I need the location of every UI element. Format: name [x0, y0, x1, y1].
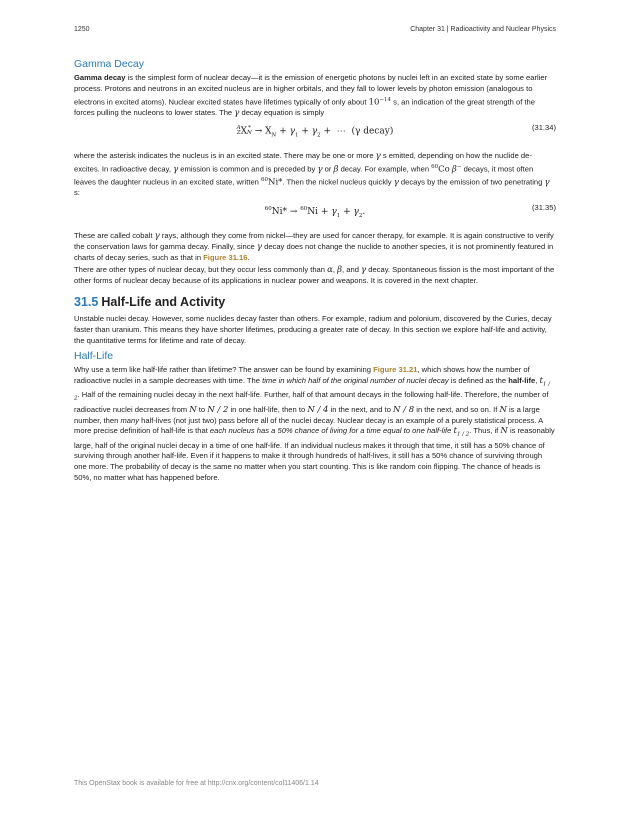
- half-life-paragraph: Why use a term like half-life rather than lifetime? The answer can be found by examining Figure 31.21, which shows how the number of radioactive nuclei in a sample decreases with time. The time in which half of the original number of nuclei decay is defined as the half-life, $t_{1 / 2}$. Half of the remaining nuclei decay in the next half-life. Further, half of that amount decays in the following half-life. Therefore, the number of radioactive nuclei decreases from N to N / 2 in one half-life, then to N / 4 in the next, and to N / 8 in the next, and so on. If N is a large number, then many half-lives (not just two) pass before all of the nuclei decay. Nuclear decay is an example of a purely statistical process. A more precise definition of half-life is that each nucleus has a 50% chance of living for a time equal to one half-life $t_{1 / 2}$. Thus, if N is reasonably large, half of the original nuclei decay in a time of one half-life. If an individual nucleus makes it through that time, it still has a 50% chance of surviving through another half-life. Even if it happens to make it through hundreds of half-lives, it still has a 50% chance of surviving through one more. The probability of decay is the same no matter when you start counting. This is like random coin flipping. The chance of heads is 50%, no matter what has happened before.: [74, 365, 555, 483]
- section-intro: Unstable nuclei decay. However, some nuclides decay faster than others. For example, radium and polonium, discovered by the Curies, decay faster than uranium. This means they have shorter lifetimes, producing a greater rate of decay. In this section we explore half-life and activity, the quantitative terms for lifetime and rate of decay.: [74, 313, 552, 345]
- equation-number: (31.35): [531, 202, 556, 212]
- equation-31-34-body: A ZX* $N \to X_N + \gamma_1 + \gamma_2$ + ⋯ (γ decay): [236, 124, 394, 139]
- page-content: [74, 58, 556, 486]
- page-number: 1250: [74, 26, 90, 33]
- chapter-header: Chapter 31 | Radioactivity and Nuclear Physics: [410, 26, 556, 33]
- half-life-heading: Half-Life: [74, 350, 114, 363]
- section-heading: 31.5 Half-Life and Activity: [74, 294, 226, 309]
- gamma-paragraph-2: where the asterisk indicates the nucleus is in an excited state. There may be one or more γ s emitted, depending on how the nuclide de-excites. In radioactive decay, γ emission is common and is preceded by γ or β decay. For example, when $^{60}$Co β− decays, it most often leaves the daughter nucleus in an excited state, written $^{60}$Ni*. Then the nickel nucleus quickly γ decays by the emission of two penetrating γ s:: [74, 150, 550, 198]
- figure-31-16-link[interactable]: Figure 31.16: [203, 252, 248, 262]
- figure-31-21-link[interactable]: Figure 31.21: [373, 365, 418, 375]
- page-footer: This OpenStax book is available for free at http://cnx.org/content/col11406/1.14: [74, 780, 319, 787]
- equation-31-34: [74, 123, 556, 145]
- equation-number: (31.34): [531, 122, 556, 132]
- gamma-decay-heading: Gamma Decay: [74, 58, 145, 70]
- equation-31-35-body: $^{60}Ni* \to ^{60}Ni + \gamma_1 + \gamma_2$.: [264, 205, 366, 219]
- gamma-paragraph-3: These are called cobalt γ rays, although they come from nickel—they are used for cancer therapy, for example. It is again constructive to verify the conservation laws for gamma decay. Finally, since γ decay does not change the nuclide to another species, it is not prominently featured in charts of decay series, such as that in Figure 31.16.: [74, 230, 554, 262]
- gamma-paragraph-1: Gamma decay is the simplest form of nuclear decay—it is the emission of energetic photons by nuclei left in an excited state by some earlier process. Protons and neutrons in an excited nucleus are in higher orbitals, and they fall to lower levels by photon emission (analogous to electrons in excited atoms). Nuclear excited states have lifetimes typically of only about $10^{-14}$ s, an indication of the great strength of the forces pulling the nucleons to lower states. The γ decay equation is simply: [74, 73, 548, 118]
- equation-31-35: [74, 203, 556, 225]
- gamma-paragraph-4: There are other types of nuclear decay, but they occur less commonly than α, β, and γ decay. Spontaneous fission is the most important of the other forms of nuclear decay because of its applications in nuclear power and weapons. It is covered in the next chapter.: [74, 265, 555, 286]
